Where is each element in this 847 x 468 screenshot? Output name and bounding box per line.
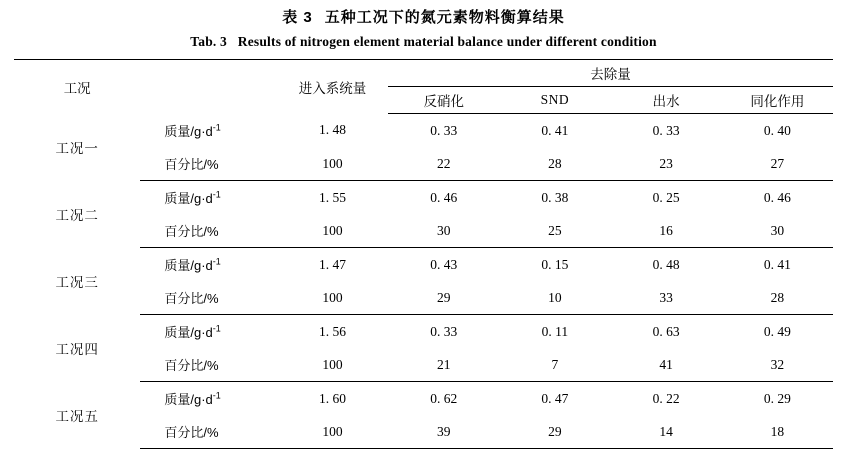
metric-label-percent: 百分比/% bbox=[140, 415, 277, 449]
cell-mass-effluent: 0. 33 bbox=[652, 122, 680, 138]
cell-mass-assimilation: 0. 29 bbox=[763, 390, 791, 406]
cell-mass-effluent: 0. 48 bbox=[652, 256, 680, 272]
cell-mass-assimilation: 0. 41 bbox=[763, 256, 791, 272]
metric-label-mass bbox=[140, 248, 277, 282]
condition-label: 工况四 bbox=[55, 342, 99, 357]
cell-percent-snd: 10 bbox=[499, 281, 610, 315]
cell-percent-effluent: 16 bbox=[611, 214, 722, 248]
table-row bbox=[14, 114, 833, 148]
condition-label: 工况二 bbox=[55, 208, 99, 223]
cell-mass-denitrification: 0. 33 bbox=[430, 122, 458, 138]
metric-label-mass-exponent: -1 bbox=[212, 390, 221, 401]
cell-percent-snd: 29 bbox=[499, 415, 610, 449]
metric-label-mass bbox=[140, 114, 277, 148]
metric-label-mass-text: 质量/g·d bbox=[164, 258, 213, 273]
metric-label-mass bbox=[140, 315, 277, 349]
cell-percent-input: 100 bbox=[277, 147, 388, 181]
cell-percent-input: 100 bbox=[277, 415, 388, 449]
cell-percent-denitrification: 29 bbox=[388, 281, 499, 315]
cell-mass-snd: 0. 38 bbox=[541, 189, 569, 205]
cell-mass-input: 1. 60 bbox=[318, 390, 346, 406]
header-assimilation: 同化作用 bbox=[722, 87, 833, 114]
table-row bbox=[14, 181, 833, 215]
cell-mass-denitrification: 0. 62 bbox=[430, 390, 458, 406]
header-input-amount: 进入系统量 bbox=[277, 60, 388, 114]
metric-label-mass-text: 质量/g·d bbox=[164, 191, 213, 206]
cell-percent-effluent: 23 bbox=[611, 147, 722, 181]
cell-percent-snd: 28 bbox=[499, 147, 610, 181]
cell-percent-effluent: 33 bbox=[611, 281, 722, 315]
table-header-row-group bbox=[14, 60, 833, 87]
cell-mass-effluent: 0. 22 bbox=[652, 390, 680, 406]
header-effluent: 出水 bbox=[611, 87, 722, 114]
metric-label-mass-text: 质量/g·d bbox=[164, 325, 213, 340]
table-caption-english-text: Results of nitrogen element material balance under different condition bbox=[237, 34, 657, 49]
header-condition: 工况 bbox=[14, 60, 140, 114]
cell-mass-input: 1. 56 bbox=[318, 323, 346, 339]
metric-label-mass-text: 质量/g·d bbox=[164, 392, 213, 407]
header-denitrification: 反硝化 bbox=[388, 87, 499, 114]
cell-percent-input: 100 bbox=[277, 281, 388, 315]
cell-percent-denitrification: 22 bbox=[388, 147, 499, 181]
cell-mass-denitrification: 0. 33 bbox=[430, 323, 458, 339]
metric-label-mass-exponent: -1 bbox=[212, 256, 221, 267]
metric-label-percent: 百分比/% bbox=[140, 214, 277, 248]
metric-label-mass-text: 质量/g·d bbox=[164, 123, 213, 139]
cell-percent-input: 100 bbox=[277, 214, 388, 248]
table-caption-chinese-number: 表 3 bbox=[282, 9, 313, 26]
table-row bbox=[14, 315, 833, 349]
cell-mass-denitrification: 0. 43 bbox=[430, 256, 458, 272]
header-metric-blank bbox=[140, 60, 277, 114]
cell-percent-snd: 7 bbox=[499, 348, 610, 382]
table-row bbox=[14, 382, 833, 416]
cell-mass-assimilation: 0. 46 bbox=[763, 189, 791, 205]
cell-mass-input: 1. 48 bbox=[318, 122, 346, 138]
cell-mass-snd: 0. 15 bbox=[541, 256, 569, 272]
cell-mass-effluent: 0. 63 bbox=[652, 323, 680, 339]
condition-label: 工况五 bbox=[55, 409, 99, 424]
metric-label-percent: 百分比/% bbox=[140, 348, 277, 382]
cell-percent-assimilation: 27 bbox=[722, 147, 833, 181]
table-caption-chinese-text: 五种工况下的氮元素物料衡算结果 bbox=[324, 9, 565, 26]
cell-mass-effluent: 0. 25 bbox=[652, 189, 680, 205]
cell-mass-snd: 0. 47 bbox=[541, 390, 569, 406]
metric-label-mass-exponent: -1 bbox=[212, 323, 221, 334]
cell-percent-input: 100 bbox=[277, 348, 388, 382]
cell-mass-snd: 0. 11 bbox=[541, 323, 569, 339]
metric-label-mass bbox=[140, 382, 277, 416]
cell-percent-assimilation: 32 bbox=[722, 348, 833, 382]
cell-mass-assimilation: 0. 49 bbox=[763, 323, 791, 339]
cell-percent-assimilation: 30 bbox=[722, 214, 833, 248]
table-page bbox=[0, 6, 847, 468]
table-caption-chinese bbox=[14, 6, 833, 27]
cell-percent-denitrification: 21 bbox=[388, 348, 499, 382]
cell-mass-input: 1. 55 bbox=[318, 189, 346, 205]
cell-percent-denitrification: 30 bbox=[388, 214, 499, 248]
metric-label-mass-exponent: -1 bbox=[212, 122, 221, 133]
header-snd: SND bbox=[499, 87, 610, 114]
cell-mass-assimilation: 0. 40 bbox=[763, 122, 791, 138]
table-caption-english bbox=[14, 34, 833, 50]
cell-percent-effluent: 14 bbox=[611, 415, 722, 449]
metric-label-mass bbox=[140, 181, 277, 215]
metric-label-percent: 百分比/% bbox=[140, 281, 277, 315]
table-caption-english-number: Tab. 3 bbox=[190, 34, 228, 49]
cell-percent-assimilation: 28 bbox=[722, 281, 833, 315]
cell-percent-assimilation: 18 bbox=[722, 415, 833, 449]
metric-label-percent: 百分比/% bbox=[140, 147, 277, 181]
nitrogen-balance-table bbox=[14, 59, 833, 449]
condition-label: 工况一 bbox=[55, 141, 99, 156]
table-row bbox=[14, 248, 833, 282]
cell-percent-denitrification: 39 bbox=[388, 415, 499, 449]
cell-mass-input: 1. 47 bbox=[318, 256, 346, 272]
header-removal-amount: 去除量 bbox=[388, 60, 833, 87]
cell-percent-effluent: 41 bbox=[611, 348, 722, 382]
condition-label: 工况三 bbox=[55, 275, 99, 290]
cell-mass-snd: 0. 41 bbox=[541, 122, 569, 138]
metric-label-mass-exponent: -1 bbox=[212, 189, 221, 200]
cell-mass-denitrification: 0. 46 bbox=[430, 189, 458, 205]
cell-percent-snd: 25 bbox=[499, 214, 610, 248]
